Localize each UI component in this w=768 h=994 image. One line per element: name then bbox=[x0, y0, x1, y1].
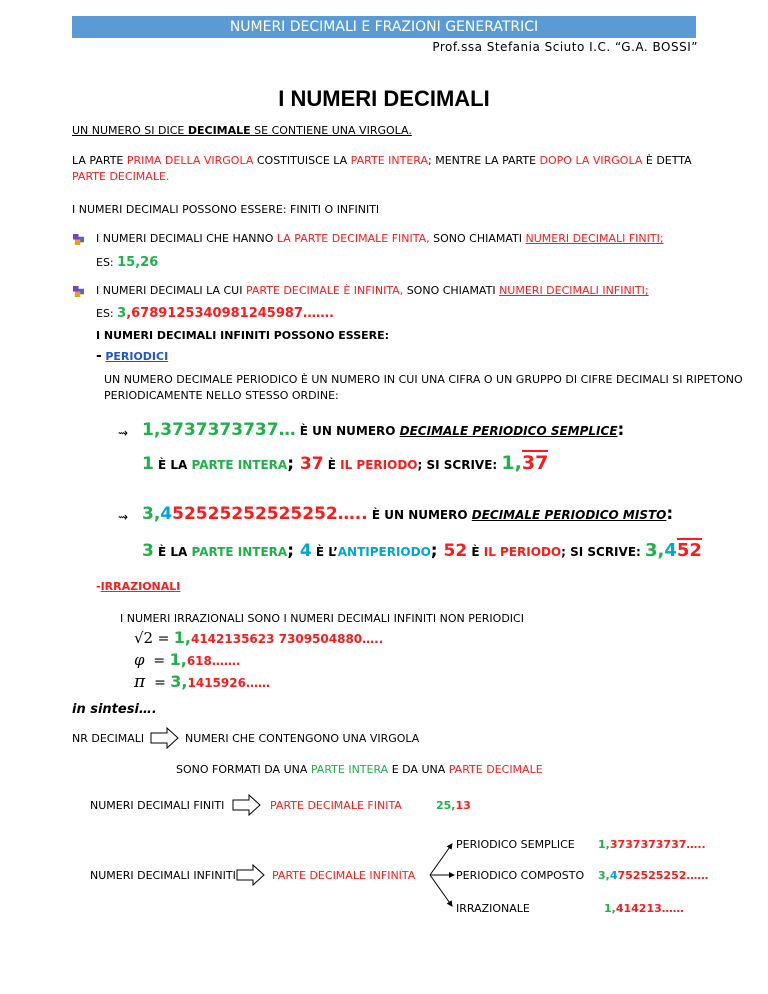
sintesi-infiniti: NUMERI DECIMALI INFINITI bbox=[90, 869, 236, 882]
squiggle-arrow-icon: ⇝ bbox=[118, 426, 129, 440]
bullet-icon bbox=[73, 230, 84, 249]
irr-row-pi: π = 3,1415926…… bbox=[134, 672, 270, 692]
sintesi-finiti: NUMERI DECIMALI FINITI bbox=[90, 799, 225, 812]
bullet-icon bbox=[73, 282, 84, 301]
sintesi-nr-desc: NUMERI CHE CONTENGONO UNA VIRGOLA bbox=[185, 732, 420, 745]
finiti-line: I NUMERI DECIMALI CHE HANNO LA PARTE DECIMALE FINITA, SONO CHIAMATI NUMERI DECIMALI FINITI; bbox=[96, 232, 664, 245]
definition-line: UN NUMERO SI DICE DECIMALE SE CONTIENE UNA VIRGOLA. bbox=[72, 124, 412, 137]
irrazionali-heading: -IRRAZIONALI bbox=[96, 580, 181, 593]
infiniti-example: ES: 3,6789125340981245987……. bbox=[96, 306, 334, 321]
finiti-example: ES: 15,26 bbox=[96, 255, 159, 270]
irr-row-sqrt2: √2 = 1,4142135623 7309504880….. bbox=[134, 628, 384, 647]
branch-semplice-example: 1,3737373737….. bbox=[598, 838, 706, 851]
infiniti-line: I NUMERI DECIMALI LA CUI PARTE DECIMALE È INFINITA, SONO CHIAMATI NUMERI DECIMALI INFINITI; bbox=[96, 284, 649, 297]
periodici-heading: - PERIODICI bbox=[96, 348, 169, 364]
author-line: Prof.ssa Stefania Sciuto I.C. “G.A. BOSSI” bbox=[432, 40, 698, 54]
periodici-desc-2: PERIODICAMENTE NELLO STESSO ORDINE: bbox=[104, 389, 339, 402]
branch-composto-example: 3,4752525252…… bbox=[598, 869, 709, 882]
branch-composto: PERIODICO COMPOSTO bbox=[456, 869, 585, 882]
sintesi-finiti-red: PARTE DECIMALE FINITA bbox=[270, 799, 402, 812]
irrazionali-desc: I NUMERI IRRAZIONALI SONO I NUMERI DECIMALI INFINITI NON PERIODICI bbox=[120, 612, 524, 625]
semplice-line: 1,3737373737… È UN NUMERO DECIMALE PERIODICO SEMPLICE: bbox=[142, 420, 625, 440]
branch-arrows bbox=[426, 838, 460, 912]
header-banner: NUMERI DECIMALI E FRAZIONI GENERATRICI bbox=[72, 16, 696, 38]
sintesi-formati: SONO FORMATI DA UNA PARTE INTERA E DA UNA PARTE DECIMALE bbox=[176, 763, 543, 776]
arrow-icon bbox=[232, 794, 262, 816]
periodici-desc-1: UN NUMERO DECIMALE PERIODICO È UN NUMERO IN CUI UNA CIFRA O UN GRUPPO DI CIFRE DECIMALI SI RIPETONO bbox=[104, 373, 743, 386]
infiniti-types-line: I NUMERI DECIMALI INFINITI POSSONO ESSERE: bbox=[96, 329, 390, 342]
arrow-icon bbox=[236, 864, 266, 886]
branch-irrazionale: IRRAZIONALE bbox=[456, 902, 530, 915]
branch-irrazionale-example: 1,414213…… bbox=[604, 902, 684, 915]
misto-explain: 3 È LA PARTE INTERA; 4 È L’ANTIPERIODO; 52 È IL PERIODO; SI SCRIVE: 3,452 bbox=[142, 540, 702, 561]
page-title: I NUMERI DECIMALI bbox=[278, 86, 490, 111]
branch-semplice: PERIODICO SEMPLICE bbox=[456, 838, 575, 851]
parts-line-2: PARTE DECIMALE. bbox=[72, 170, 170, 183]
semplice-explain: 1 È LA PARTE INTERA; 37 È IL PERIODO; SI SCRIVE: 1,37 bbox=[142, 452, 549, 474]
sintesi-title: in sintesi…. bbox=[72, 702, 157, 717]
misto-line: 3,452525252525252….. È UN NUMERO DECIMALE PERIODICO MISTO: bbox=[142, 504, 674, 524]
irr-row-phi: φ = 1,618……. bbox=[134, 650, 241, 669]
sintesi-nr: NR DECIMALI bbox=[72, 732, 145, 745]
squiggle-arrow-icon: ⇝ bbox=[118, 510, 129, 524]
parts-line-1: LA PARTE PRIMA DELLA VIRGOLA COSTITUISCE LA PARTE INTERA; MENTRE LA PARTE DOPO LA VIRGOLA È DETTA bbox=[72, 154, 692, 167]
sintesi-finiti-example: 25,13 bbox=[436, 799, 471, 812]
sintesi-infiniti-red: PARTE DECIMALE INFINITA bbox=[272, 869, 416, 882]
types-line: I NUMERI DECIMALI POSSONO ESSERE: FINITI O INFINITI bbox=[72, 203, 380, 216]
arrow-icon bbox=[150, 727, 180, 749]
